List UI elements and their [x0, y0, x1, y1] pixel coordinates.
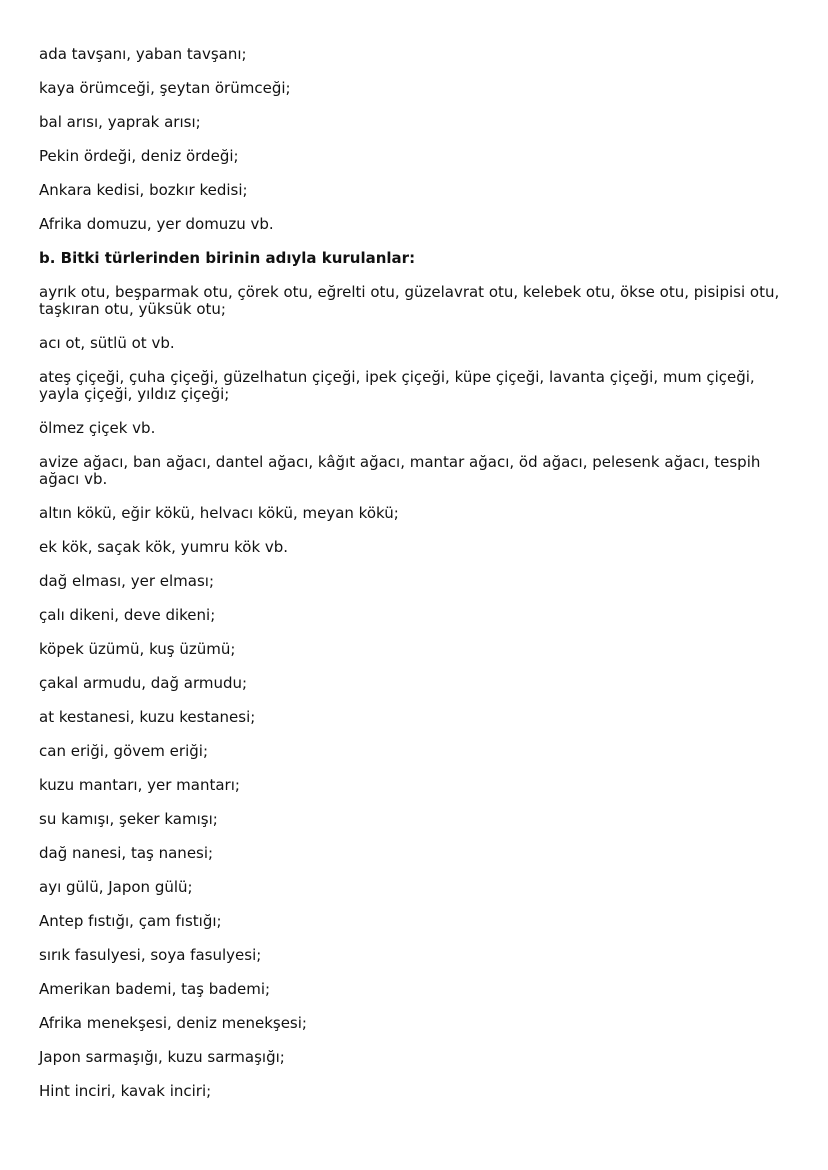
paragraph: dağ elması, yer elması; — [39, 572, 214, 590]
paragraph: Hint inciri, kavak inciri; — [39, 1082, 212, 1100]
paragraph: köpek üzümü, kuş üzümü; — [39, 640, 236, 658]
paragraph: ek kök, saçak kök, yumru kök vb. — [39, 538, 289, 556]
paragraph: dağ nanesi, taş nanesi; — [39, 844, 214, 862]
paragraph: Afrika domuzu, yer domuzu vb. — [39, 215, 274, 233]
paragraph: su kamışı, şeker kamışı; — [39, 810, 218, 828]
paragraph: bal arısı, yaprak arısı; — [39, 113, 201, 131]
paragraph: Afrika menekşesi, deniz menekşesi; — [39, 1014, 307, 1032]
paragraph: ayı gülü, Japon gülü; — [39, 878, 193, 896]
paragraph: acı ot, sütlü ot vb. — [39, 334, 175, 352]
section-heading: b. Bitki türlerinden birinin adıyla kurulanlar: — [39, 249, 416, 267]
paragraph: altın kökü, eğir kökü, helvacı kökü, meyan kökü; — [39, 504, 399, 522]
paragraph: sırık fasulyesi, soya fasulyesi; — [39, 946, 262, 964]
paragraph: ada tavşanı, yaban tavşanı; — [39, 45, 247, 63]
paragraph: ateş çiçeği, çuha çiçeği, güzelhatun çiçeği, ipek çiçeği, küpe çiçeği, lavanta çiçeği, mum çiçeği, yayla çiçeği, yıldız çiçeği; — [39, 368, 755, 403]
paragraph: Pekin ördeği, deniz ördeği; — [39, 147, 239, 165]
document-page — [39, 46, 789, 1117]
paragraph: at kestanesi, kuzu kestanesi; — [39, 708, 256, 726]
paragraph: kuzu mantarı, yer mantarı; — [39, 776, 240, 794]
paragraph: ayrık otu, beşparmak otu, çörek otu, eğrelti otu, güzelavrat otu, kelebek otu, ökse otu, pisipisi otu, taşkıran otu, yüksük otu; — [39, 283, 780, 318]
paragraph: Amerikan bademi, taş bademi; — [39, 980, 271, 998]
paragraph: Ankara kedisi, bozkır kedisi; — [39, 181, 248, 199]
paragraph: çalı dikeni, deve dikeni; — [39, 606, 216, 624]
paragraph: avize ağacı, ban ağacı, dantel ağacı, kâğıt ağacı, mantar ağacı, öd ağacı, pelesenk ağacı, tespih ağacı vb. — [39, 453, 761, 488]
paragraph: Antep fıstığı, çam fıstığı; — [39, 912, 222, 930]
paragraph: çakal armudu, dağ armudu; — [39, 674, 248, 692]
paragraph: kaya örümceği, şeytan örümceği; — [39, 79, 291, 97]
paragraph: ölmez çiçek vb. — [39, 419, 156, 437]
paragraph: can eriği, gövem eriği; — [39, 742, 208, 760]
paragraph: Japon sarmaşığı, kuzu sarmaşığı; — [39, 1048, 285, 1066]
